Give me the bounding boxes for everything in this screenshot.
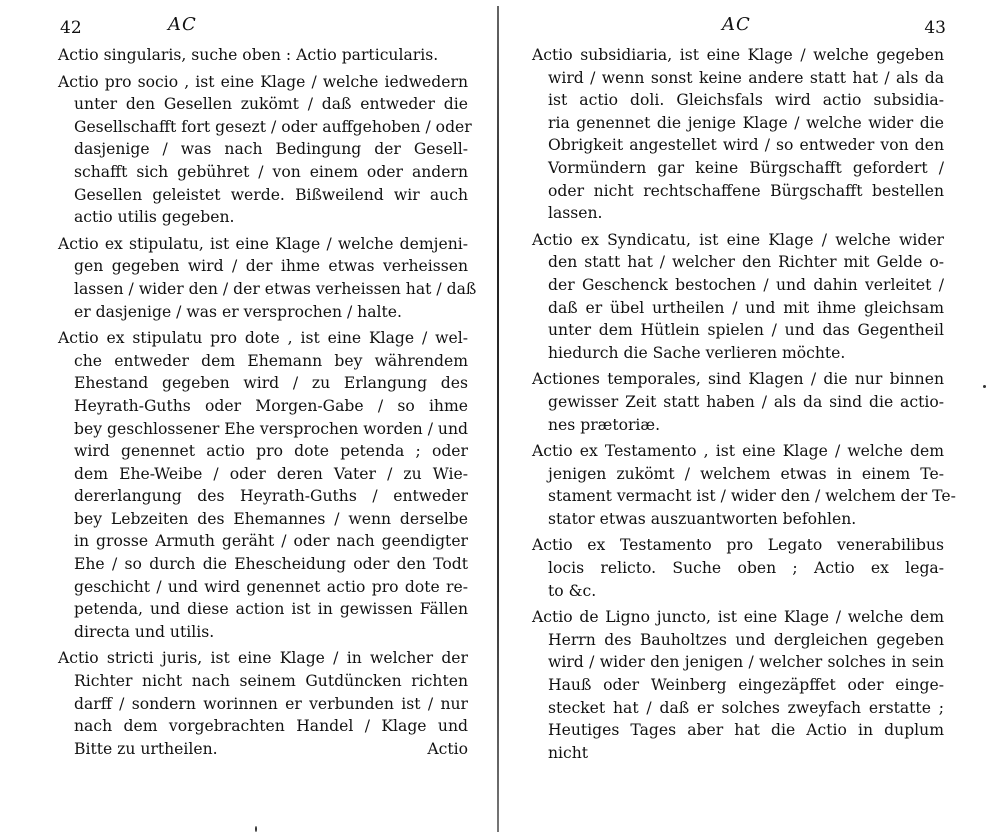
entry-line: Actio ex stipulatu pro dote , ist eine Klage / wel- [58,329,468,348]
entry-line: unter den Gesellen zukömt / daß entweder die [74,95,468,114]
entry-line: actio utilis gegeben. [74,208,235,227]
entry-line: geschicht / und wird genennet actio pro dote re- [74,577,468,596]
entry-line: Actio ex stipulatu, ist eine Klage / welche demjeni- [58,234,468,253]
entry-line: gewisser Zeit statt haben / als da sind die actio- [548,392,944,411]
entry-line: petenda, und diese action ist in gewissen Fällen [74,600,468,619]
dictionary-entry [532,606,944,764]
entry-line: Obrigkeit angestellet wird / so entweder von den [548,136,944,155]
right-page-body [532,44,956,764]
entry-line: Actiones temporales, sind Klagen / die nur binnen [532,370,944,389]
catchword: Actio [427,739,468,758]
dictionary-entry [532,229,944,365]
entry-line: Richter nicht nach seinem Gutdüncken richten [74,672,468,691]
entry-line: Hauß oder Weinberg eingezäpffet oder einge- [548,676,944,695]
entry-line: wird genennet actio pro dote petenda ; oder [74,442,468,461]
entry-line: der Geschenck bestochen / und dahin verleitet / [548,275,944,294]
entry-line: Ehe / so durch die Ehescheidung oder den Todt [74,555,468,574]
left-running-head: AC [168,14,197,35]
entry-line: oder nicht rechtschaffene Bürgschafft bestellen [548,181,944,200]
entry-line: dasjenige / was nach Bedingung der Gesell- [74,140,468,159]
entry-line: wird / wenn sonst keine andere statt hat / als da [548,68,944,87]
dictionary-entry [532,44,944,225]
entry-line: er dasjenige / was er versprochen / halte. [74,302,402,321]
entry-line: Actio stricti juris, ist eine Klage / in welcher der [58,649,468,668]
entry-line: daß er übel urtheilen / und mit ihme gleichsam [548,298,944,317]
right-page-number: 43 [924,18,946,38]
entry-line: directa und utilis. [74,622,215,641]
dictionary-entry [58,647,468,760]
entry-line: Heutiges Tages aber hat die Actio in duplum [548,721,944,740]
left-page-header [58,14,468,44]
print-speck [983,385,986,388]
entry-line: Vormündern gar keine Bürgschafft gefordert / [548,158,944,177]
entry-line: gen gegeben wird / der ihme etwas verheissen [74,257,468,276]
entry-line: Gesellschafft fort gesezt / oder auffgehoben / oder [74,117,472,136]
right-running-head: AC [722,14,751,35]
entry-line: lassen / wider den / der etwas verheissen hat / daß [74,279,477,298]
entry-line: schafft sich gebühret / von einem oder andern [74,162,468,181]
entry-line: stecket hat / daß er solches zweyfach erstatte ; [548,698,944,717]
right-page [532,14,956,814]
entry-line: che entweder dem Ehemann bey währendem [74,351,468,370]
entry-line: ist actio doli. Gleichsfals wird actio subsidia- [548,91,944,110]
book-gutter [497,6,499,832]
left-page-number: 42 [60,18,82,38]
dictionary-entry [58,71,472,229]
entry-line: darff / sondern worinnen er verbunden ist / nur [74,694,468,713]
entry-line: Actio ex Testamento pro Legato venerabilibus [532,536,944,555]
entry-line: Gesellen geleistet werde. Bißweilend wir auch [74,185,468,204]
entry-line: Actio singularis, suche oben : Actio particularis. [58,46,439,64]
entry-line: to &c. [548,581,597,600]
left-page [58,14,477,814]
right-page-header [532,14,944,44]
dictionary-entry [58,233,477,323]
entry-line: dem Ehe-Weibe / oder deren Vater / zu Wie- [74,464,468,483]
entry-line: lassen. [548,204,603,223]
entry-line: Herrn des Bauholtzes und dergleichen gegeben [548,630,944,649]
entry-line: Actio subsidiaria, ist eine Klage / welche gegeben [532,46,944,64]
entry-line: Bitte zu urtheilen. Actio [58,738,468,761]
entry-line: Actio ex Testamento , ist eine Klage / welche dem [532,442,944,461]
entry-line: hiedurch die Sache verlieren möchte. [548,343,846,362]
dictionary-entry [532,440,956,530]
entry-line: Ehestand gegeben wird / zu Erlangung des [74,374,468,393]
entry-line: nes prætoriæ. [548,415,661,434]
entry-line: in grosse Armuth geräht / oder nach geendigter [74,532,468,551]
entry-line: unter dem Hütlein spielen / und das Gegentheil [548,321,944,340]
entry-line: dererlangung des Heyrath-Guths / entweder [74,487,468,506]
left-page-body [58,44,477,760]
dictionary-entry [532,534,944,602]
entry-line: stator etwas auszuantworten befohlen. [548,509,857,528]
entry-line: nicht [548,743,589,762]
dictionary-entry [532,368,944,436]
entry-line: jenigen zukömt / welchem etwas in einem Te- [548,464,944,483]
entry-line: Actio de Ligno juncto, ist eine Klage / welche dem [532,608,944,627]
entry-line: ria genennet die jenige Klage / welche wider die [548,113,944,132]
entry-line: bey Lebzeiten des Ehemannes / wenn derselbe [74,509,468,528]
print-speck [255,826,257,832]
entry-line: stament vermacht ist / wider den / welchem der Te- [548,487,956,506]
entry-line: Actio ex Syndicatu, ist eine Klage / welche wider [532,230,944,249]
entry-line: locis relicto. Suche oben ; Actio ex lega- [548,559,944,578]
entry-line: den statt hat / welcher den Richter mit Gelde o- [548,253,944,272]
entry-line: Heyrath-Guths oder Morgen-Gabe / so ihme [74,396,468,415]
dictionary-entry [58,44,468,67]
entry-line: bey geschlossener Ehe versprochen worden / und [74,419,468,438]
entry-line: nach dem vorgebrachten Handel / Klage und [74,717,468,736]
entry-line: Actio pro socio , ist eine Klage / welche iedwedern [58,72,468,91]
dictionary-entry [58,327,468,643]
entry-line: wird / wider den jenigen / welcher solches in sein [548,653,944,672]
